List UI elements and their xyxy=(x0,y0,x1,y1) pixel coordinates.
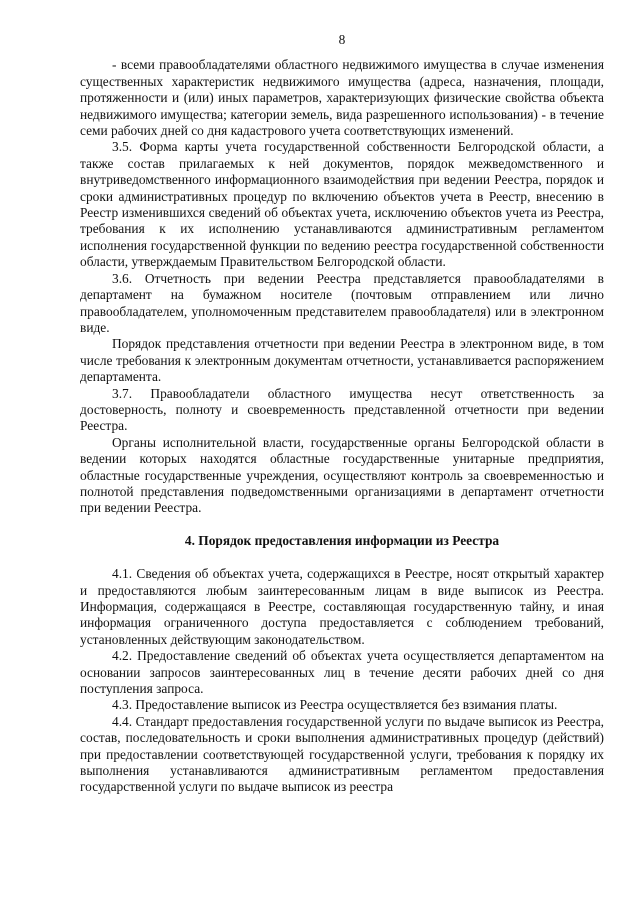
paragraph: Органы исполнительной власти, государственные органы Белгородской области в ведении которых находятся областные государственные унитарные предприятия, областные государственные учреждения, осуществляют контроль за своевременностью и полнотой представления подведомственными организациями в департамент отчетности при ведении Реестра. xyxy=(80,434,604,516)
paragraph: 3.7. Правообладатели областного имущества несут ответственность за достоверность, полноту и своевременность представленной отчетности при ведении Реестра. xyxy=(80,385,604,434)
paragraph: 4.1. Сведения об объектах учета, содержащихся в Реестре, носят открытый характер и предоставляются любым заинтересованным лицам в виде выписок из Реестра. Информация, содержащаяся в Реестре, составляющая государственную тайну, и иная информация ограниченного доступа предоставляется с соблюдением требований, установленных действующим законодательством. xyxy=(80,566,604,647)
paragraph: 4.4. Стандарт предоставления государственной услуги по выдаче выписок из Реестра, состав, последовательность и сроки выполнения административных процедур (действий) при предоставлении соответствующей государственной услуги, требования к порядку их выполнения устанавливаются административным регламентом предоставления государственной услуги по выдаче выписок из реестра xyxy=(80,713,604,795)
page-number: 8 xyxy=(338,32,346,47)
paragraph: 4.2. Предоставление сведений об объектах учета осуществляется департаментом на основании запросов заинтересованных лиц в течение десяти рабочих дней со дня поступления запроса. xyxy=(80,648,604,697)
paragraph: - всеми правообладателями областного недвижимого имущества в случае изменения существенных характеристик недвижимого имущества (адреса, назначения, площади, протяженности и (или) иных параметров, характеризующих физические свойства объекта недвижимого имущества; категории земель, вида разрешенного использования) - в течение семи рабочих дней со дня кадастрового учета соответствующих изменений. xyxy=(80,57,604,139)
section-heading: 4. Порядок предоставления информации из Реестра xyxy=(184,532,500,548)
paragraph: 3.6. Отчетность при ведении Реестра представляется правообладателями в департамент на бумажном носителе (почтовым отправлением или лично правообладателем, уполномоченным представителем правообладателя) или в электронном виде. xyxy=(80,270,604,335)
paragraph: Порядок представления отчетности при ведении Реестра в электронном виде, в том числе требования к электронным документам отчетности, устанавливается распоряжением департамента. xyxy=(80,336,604,385)
paragraph: 3.5. Форма карты учета государственной собственности Белгородской области, а также состав прилагаемых к ней документов, порядок межведомственного и внутриведомственного информационного взаимодействия при ведении Реестра, порядок и сроки административных процедур по включению объектов учета в Реестр, внесению в Реестр изменившихся сведений об объектах учета, исключению объектов учета из Реестра, требования к их исполнению устанавливаются административным регламентом исполнения государственной функции по ведению реестра государственной собственности области, утверждаемым Правительством Белгородской области. xyxy=(80,139,604,270)
paragraph: 4.3. Предоставление выписок из Реестра осуществляется без взимания платы. xyxy=(112,697,558,713)
